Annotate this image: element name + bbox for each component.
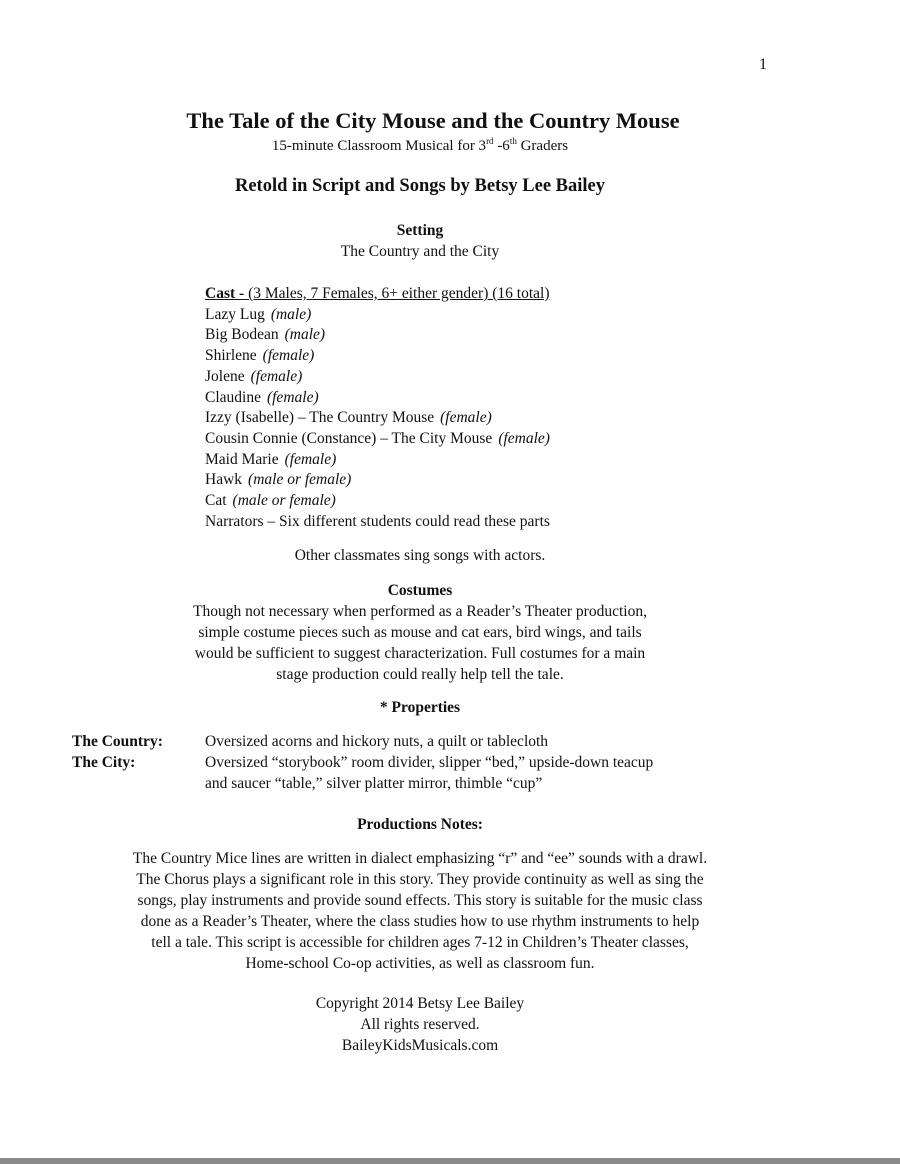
country-props: Oversized acorns and hickory nuts, a quilt or tablecloth [205,733,549,750]
cast-member: Maid Marie (female) [205,450,337,468]
subtitle: 15-minute Classroom Musical for 3rd -6th Graders [271,136,569,154]
properties-city-row [72,752,765,794]
bottom-border [0,1158,900,1164]
costumes-line: simple costume pieces such as mouse and cat ears, bird wings, and tails [198,624,642,641]
document-title: The Tale of the City Mouse and the Country Mouse [186,108,680,133]
production-notes [70,848,770,974]
rights-line: All rights reserved. [360,1016,480,1033]
copyright-block [0,993,840,1056]
country-label: The Country: [72,733,163,750]
cast-member: Shirlene (female) [205,347,315,365]
website-text: BaileyKidsMusicals.com [341,1037,499,1054]
costumes-heading: Costumes [387,582,453,599]
notes-line: done as a Reader’s Theater, where the class studies how to use rhythm instruments to help [140,913,700,930]
cast-member: Jolene (female) [205,367,303,385]
notes-line: The Chorus plays a significant role in this story. They provide continuity as well as sing the [136,871,704,888]
costumes-line: stage production could really help tell the tale. [276,666,564,683]
cast-member: Big Bodean (male) [205,326,326,344]
other-classmates-note: Other classmates sing songs with actors. [294,547,546,564]
properties-country-row [72,731,765,752]
costumes-section [0,580,840,685]
notes-line: tell a tale. This script is accessible for children ages 7-12 in Children’s Theater classes, [151,934,689,951]
city-props: Oversized “storybook” room divider, slipper “bed,” upside-down teacup and saucer “table,” silver platter mirror, thimble “cup” [205,754,654,792]
notes-line: The Country Mice lines are written in dialect emphasizing “r” and “ee” sounds with a drawl. [132,850,708,867]
properties-heading: * Properties [379,699,461,716]
cast-member: Lazy Lug (male) [205,305,312,323]
page-number: 1 [759,56,767,73]
costumes-line: would be sufficient to suggest characterization. Full costumes for a main [194,645,646,662]
cast-list [205,284,550,532]
notes-line: songs, play instruments and provide sound effects. This story is suitable for the music class [137,892,703,909]
properties-list [72,731,765,794]
setting-section [0,220,840,262]
byline: Retold in Script and Songs by Betsy Lee Bailey [234,176,606,196]
cast-member: Izzy (Isabelle) – The Country Mouse (female) [205,409,492,427]
costumes-line: Though not necessary when performed as a Reader’s Theater production, [193,603,647,620]
cast-member: Claudine (female) [205,388,319,406]
cast-member: Cousin Connie (Constance) – The City Mouse (female) [205,429,550,447]
cast-member: Cat (male or female) [205,492,336,510]
notes-heading: Productions Notes: [357,816,483,833]
copyright-line: Copyright 2014 Betsy Lee Bailey [315,995,525,1012]
city-label: The City: [72,754,136,771]
notes-line: Home-school Co-op activities, as well as classroom fun. [245,955,595,972]
setting-text: The Country and the City [340,243,500,260]
setting-heading: Setting [396,222,444,239]
cast-member: Hawk (male or female) [205,471,352,489]
cast-heading: Cast - (3 Males, 7 Females, 6+ either gender) (16 total) [205,285,550,302]
cast-member: Narrators – Six different students could read these parts [205,512,550,530]
